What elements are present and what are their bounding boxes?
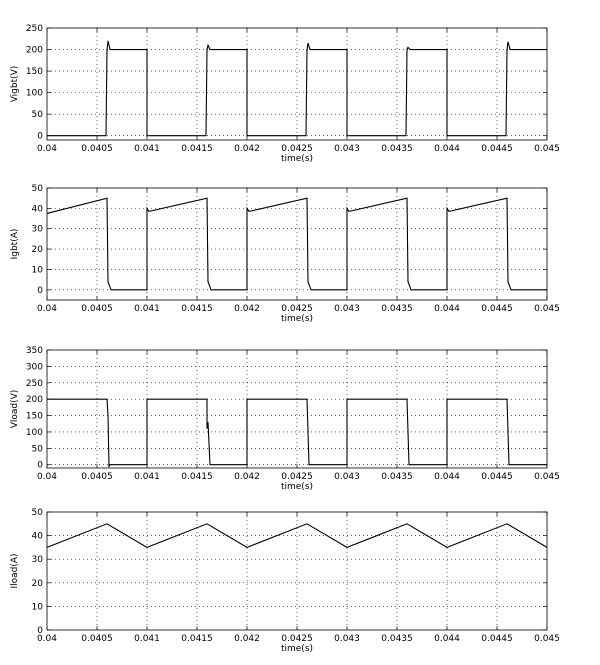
x-tick-label: 0.0415 bbox=[181, 304, 213, 314]
x-tick-label: 0.0425 bbox=[281, 144, 313, 154]
y-tick-label: 10 bbox=[31, 265, 43, 276]
x-tick-label: 0.0435 bbox=[381, 304, 413, 314]
x-tick-label: 0.044 bbox=[434, 304, 460, 314]
y-axis-label: Vigbt(V) bbox=[10, 65, 20, 103]
x-tick-label: 0.0405 bbox=[81, 634, 113, 644]
x-tick-label: 0.044 bbox=[434, 634, 460, 644]
y-tick-label: 200 bbox=[25, 45, 43, 56]
x-tick-label: 0.0425 bbox=[281, 634, 313, 644]
x-tick-label: 0.0415 bbox=[181, 472, 213, 482]
x-tick-label: 0.042 bbox=[234, 472, 260, 482]
chart-panel-3 bbox=[10, 346, 560, 492]
y-tick-label: 40 bbox=[31, 531, 43, 542]
y-tick-label: 30 bbox=[31, 555, 43, 566]
y-tick-label: 150 bbox=[25, 411, 43, 422]
y-tick-label: 250 bbox=[25, 378, 43, 389]
x-tick-label: 0.041 bbox=[134, 634, 160, 644]
x-tick-label: 0.041 bbox=[134, 304, 160, 314]
x-tick-label: 0.042 bbox=[234, 304, 260, 314]
x-tick-label: 0.0435 bbox=[381, 472, 413, 482]
x-tick-label: 0.04 bbox=[36, 472, 58, 482]
x-tick-label: 0.043 bbox=[334, 304, 360, 314]
y-tick-label: 250 bbox=[25, 24, 43, 34]
y-tick-label: 50 bbox=[31, 184, 43, 194]
y-axis-label: Igbt(A) bbox=[10, 228, 20, 260]
x-tick-label: 0.042 bbox=[234, 634, 260, 644]
x-axis-label: time(s) bbox=[280, 154, 314, 164]
x-tick-label: 0.044 bbox=[434, 472, 460, 482]
x-tick-label: 0.044 bbox=[434, 144, 460, 154]
y-axis-label: Iload(A) bbox=[10, 553, 20, 589]
x-axis-label: time(s) bbox=[280, 314, 314, 324]
series-line-1 bbox=[47, 399, 547, 466]
chart-panel-1 bbox=[10, 24, 560, 164]
y-tick-label: 0 bbox=[37, 460, 43, 471]
x-tick-label: 0.0405 bbox=[81, 304, 113, 314]
x-tick-label: 0.041 bbox=[134, 144, 160, 154]
x-tick-label: 0.0425 bbox=[281, 472, 313, 482]
x-axis-label: time(s) bbox=[280, 644, 314, 654]
y-tick-label: 50 bbox=[31, 110, 43, 121]
chart-panel-2 bbox=[10, 184, 560, 324]
x-tick-label: 0.043 bbox=[334, 634, 360, 644]
x-tick-label: 0.0415 bbox=[181, 634, 213, 644]
x-tick-label: 0.0435 bbox=[381, 144, 413, 154]
y-tick-label: 20 bbox=[31, 578, 43, 589]
x-tick-label: 0.0405 bbox=[81, 472, 113, 482]
x-tick-label: 0.0415 bbox=[181, 144, 213, 154]
x-tick-label: 0.045 bbox=[534, 472, 560, 482]
x-tick-label: 0.04 bbox=[36, 634, 58, 644]
y-tick-label: 20 bbox=[31, 245, 43, 256]
y-tick-label: 0 bbox=[37, 285, 43, 296]
x-tick-label: 0.0425 bbox=[281, 304, 313, 314]
y-tick-label: 100 bbox=[25, 427, 43, 438]
y-tick-label: 100 bbox=[25, 88, 43, 99]
x-tick-label: 0.04 bbox=[36, 144, 58, 154]
chart-panel-4 bbox=[10, 508, 560, 654]
x-tick-label: 0.043 bbox=[334, 144, 360, 154]
x-tick-label: 0.045 bbox=[534, 304, 560, 314]
y-tick-label: 50 bbox=[31, 444, 43, 455]
y-tick-label: 200 bbox=[25, 395, 43, 406]
x-tick-label: 0.041 bbox=[134, 472, 160, 482]
x-tick-label: 0.045 bbox=[534, 634, 560, 644]
y-tick-label: 30 bbox=[31, 224, 43, 235]
x-tick-label: 0.0445 bbox=[481, 144, 513, 154]
x-tick-label: 0.0445 bbox=[481, 304, 513, 314]
x-tick-label: 0.042 bbox=[234, 144, 260, 154]
y-axis-label: Vload(V) bbox=[10, 389, 20, 429]
y-tick-label: 40 bbox=[31, 204, 43, 215]
x-tick-label: 0.0445 bbox=[481, 634, 513, 644]
x-axis-label: time(s) bbox=[280, 482, 314, 492]
x-tick-label: 0.043 bbox=[334, 472, 360, 482]
y-tick-label: 350 bbox=[25, 346, 43, 356]
x-tick-label: 0.04 bbox=[36, 304, 58, 314]
x-tick-label: 0.0405 bbox=[81, 144, 113, 154]
x-tick-label: 0.0435 bbox=[381, 634, 413, 644]
y-tick-label: 50 bbox=[31, 508, 43, 518]
x-tick-label: 0.045 bbox=[534, 144, 560, 154]
y-tick-label: 0 bbox=[37, 626, 43, 636]
y-tick-label: 10 bbox=[31, 602, 43, 613]
y-tick-label: 150 bbox=[25, 67, 43, 78]
y-tick-label: 300 bbox=[25, 362, 43, 373]
x-tick-label: 0.0445 bbox=[481, 472, 513, 482]
y-tick-label: 0 bbox=[37, 131, 43, 142]
